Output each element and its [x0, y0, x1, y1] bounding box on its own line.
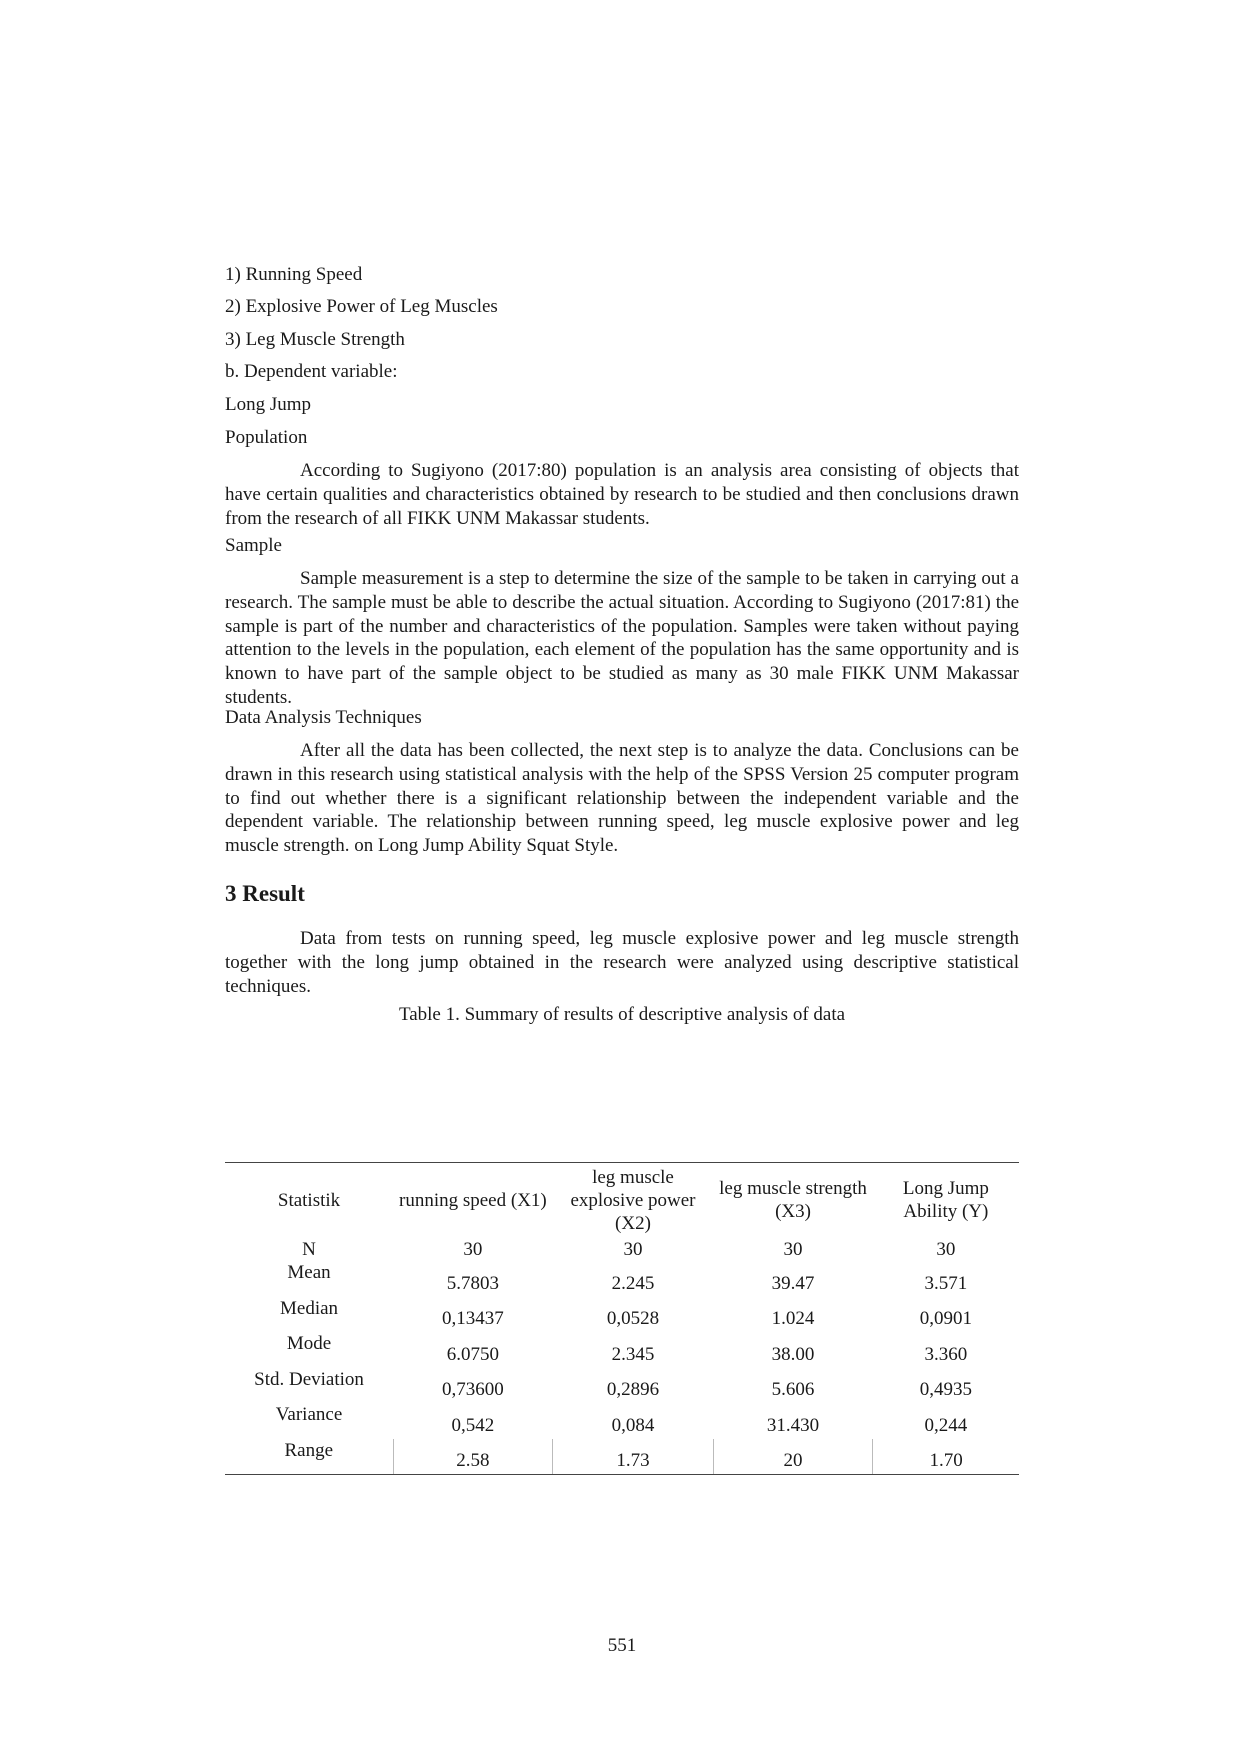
page-number: 551	[607, 1635, 637, 1656]
cell-value: 30	[623, 1238, 643, 1260]
cell-value: 6.0750	[446, 1343, 499, 1365]
cell-value: 1.73	[553, 1439, 714, 1475]
dependent-variable-long-jump: Long Jump	[225, 394, 312, 415]
cell-value: 5.606	[771, 1379, 815, 1400]
cell-value: 30	[783, 1238, 803, 1260]
header-statistik: Statistik	[277, 1189, 341, 1211]
cell-value: 0,73600	[442, 1379, 504, 1400]
cell-value: 2.58	[393, 1439, 553, 1475]
cell-value: 39.47	[771, 1272, 815, 1294]
cell-value: 0,084	[611, 1414, 655, 1436]
section-title-data-analysis: Data Analysis Techniques	[225, 707, 422, 728]
table-header-row	[225, 1163, 1019, 1238]
paragraph-sample: Sample measurement is a step to determine the size of the sample to be taken in carrying out a research. The sample must be able to describe the actual situation. According to Sugiyono (2017:81) the sample is part of the number and characteristics of the population. Samples were taken without paying attention to the levels in the population, each element of the population has the same opportunity and is known to have part of the sample object to be studied as many as 30 male FIKK UNM Makassar students.	[225, 568, 1019, 708]
cell-value: 0,542	[451, 1414, 495, 1436]
section-title-population: Population	[225, 427, 308, 448]
row-label: Mode	[286, 1333, 332, 1354]
cell-value: 30	[936, 1238, 956, 1260]
list-item-explosive-power: 2) Explosive Power of Leg Muscles	[225, 296, 498, 317]
cell-value: 1.70	[873, 1439, 1019, 1475]
row-label: N	[302, 1238, 316, 1260]
header-long-jump: Long Jump Ability (Y)	[902, 1178, 989, 1222]
dependent-variable-label: b. Dependent variable:	[225, 361, 398, 382]
table-row	[225, 1261, 1019, 1297]
cell-value: 0,4935	[919, 1379, 973, 1400]
cell-value: 0,13437	[442, 1308, 504, 1329]
cell-value: 2.245	[611, 1272, 655, 1294]
paragraph-data-analysis: After all the data has been collected, the next step is to analyze the data. Conclusions can be drawn in this research using statistical analysis with the help of the SPSS Version 25 computer program to find out whether there is a significant relationship between the independent variable and the dependent variable. The relationship between running speed, leg muscle explosive power and leg muscle strength. on Long Jump Ability Squat Style.	[225, 740, 1019, 857]
cell-value: 30	[463, 1238, 483, 1260]
paragraph-result: Data from tests on running speed, leg muscle explosive power and leg muscle strength together with the long jump obtained in the research were analyzed using descriptive statistical techniques.	[225, 928, 1019, 997]
table-caption: Table 1. Summary of results of descriptive analysis of data	[398, 1004, 846, 1025]
descriptive-stats-table	[225, 1162, 1019, 1475]
table-row	[225, 1332, 1019, 1368]
cell-value: 20	[713, 1439, 873, 1475]
cell-value: 0,0901	[919, 1308, 973, 1329]
cell-value: 0,0528	[606, 1308, 660, 1329]
table-row	[225, 1297, 1019, 1333]
cell-value: 0,2896	[606, 1379, 660, 1400]
cell-value: 1.024	[771, 1308, 815, 1329]
cell-value: 0,244	[924, 1414, 968, 1436]
row-label: Range	[225, 1439, 393, 1475]
cell-value: 3.571	[924, 1272, 968, 1294]
cell-value: 5.7803	[446, 1272, 499, 1294]
list-item-running-speed: 1) Running Speed	[225, 264, 363, 285]
table-row	[225, 1237, 1019, 1261]
section-title-sample: Sample	[225, 535, 282, 556]
cell-value: 2.345	[611, 1343, 655, 1365]
table-row	[225, 1439, 1019, 1475]
table-row	[225, 1368, 1019, 1404]
header-leg-strength: leg muscle strength (X3)	[719, 1178, 867, 1222]
list-item-leg-strength: 3) Leg Muscle Strength	[225, 329, 405, 350]
header-running-speed: running speed (X1)	[399, 1189, 547, 1211]
result-heading: 3 Result	[225, 881, 305, 906]
row-label: Std. Deviation	[254, 1368, 364, 1390]
cell-value: 38.00	[771, 1343, 815, 1365]
cell-value: 3.360	[924, 1343, 968, 1365]
row-label: Variance	[275, 1404, 343, 1425]
row-label: Median	[280, 1297, 339, 1319]
table-row	[225, 1403, 1019, 1439]
header-explosive-power: leg muscle explosive power (X2)	[570, 1166, 696, 1234]
paragraph-population: According to Sugiyono (2017:80) population is an analysis area consisting of objects that have certain qualities and characteristics obtained by research to be studied and then conclusions drawn from the research of all FIKK UNM Makassar students.	[225, 460, 1019, 529]
cell-value: 31.430	[766, 1414, 820, 1436]
row-label: Mean	[287, 1262, 331, 1283]
